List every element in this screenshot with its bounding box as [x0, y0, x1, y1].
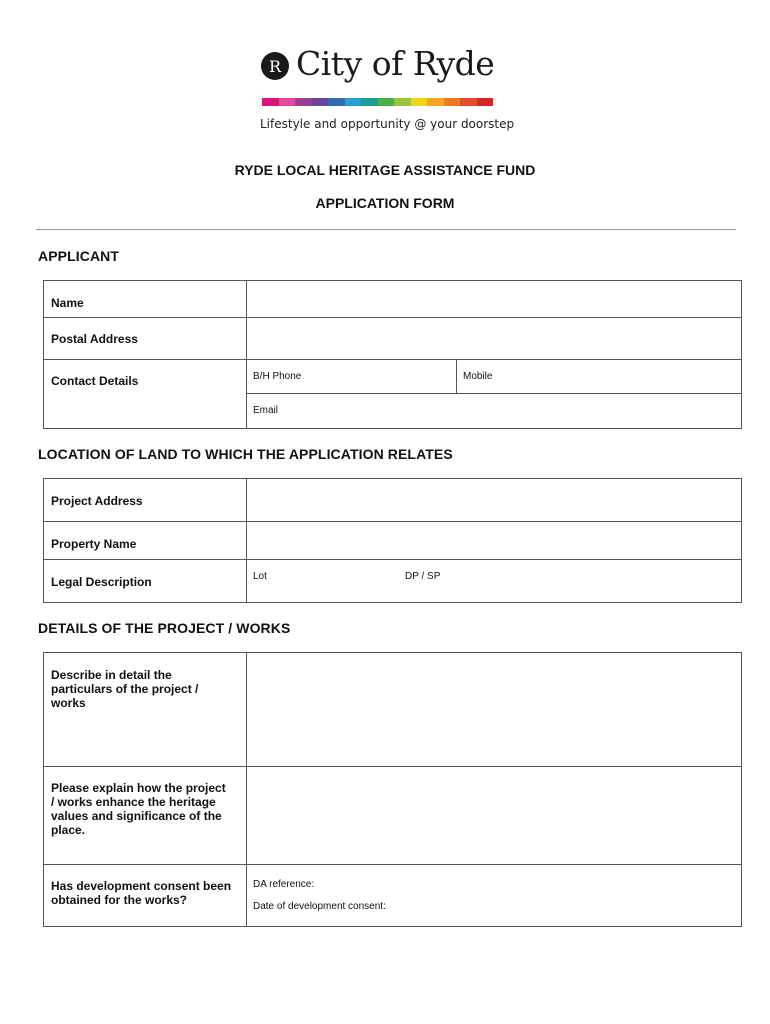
section-heading-applicant: APPLICANT — [38, 248, 120, 264]
legal-description-label: Legal Description — [51, 575, 152, 589]
bh-phone-field[interactable] — [247, 360, 456, 393]
section-heading-details: DETAILS OF THE PROJECT / WORKS — [38, 620, 291, 636]
stripe-segment — [427, 98, 444, 106]
development-consent-label: Has development consent been obtained for the works? — [51, 879, 232, 907]
describe-project-label: Describe in detail the particulars of the project / works — [51, 668, 199, 710]
stripe-segment — [262, 98, 279, 106]
lot-label: Lot — [253, 571, 267, 582]
city-logo-text: City of Ryde — [296, 44, 495, 83]
city-logo-mark: R — [261, 52, 289, 80]
heritage-values-field[interactable] — [247, 767, 741, 864]
project-address-field[interactable] — [247, 479, 741, 521]
bh-phone-label: B/H Phone — [253, 371, 302, 382]
stripe-segment — [279, 98, 296, 106]
mobile-field[interactable] — [457, 360, 741, 393]
stripe-segment — [378, 98, 395, 106]
form-subtitle: APPLICATION FORM — [315, 195, 455, 211]
property-name-label: Property Name — [51, 537, 137, 551]
stripe-segment — [328, 98, 345, 106]
stripe-segment — [295, 98, 312, 106]
applicant-table — [43, 280, 742, 429]
form-title: RYDE LOCAL HERITAGE ASSISTANCE FUND — [234, 162, 536, 178]
name-field[interactable] — [247, 281, 741, 317]
details-table — [43, 652, 742, 927]
stripe-segment — [361, 98, 378, 106]
property-name-field[interactable] — [247, 522, 741, 559]
stripe-segment — [460, 98, 477, 106]
consent-date-label: Date of development consent: — [253, 901, 386, 912]
location-table — [43, 478, 742, 603]
name-label: Name — [51, 296, 84, 310]
heritage-values-label: Please explain how the project / works enhance the heritage values and significance of the place. — [51, 781, 226, 837]
contact-details-label: Contact Details — [51, 374, 139, 388]
da-reference-label: DA reference: — [253, 879, 315, 890]
dp-sp-field[interactable] — [398, 560, 741, 602]
describe-project-field[interactable] — [247, 653, 741, 766]
stripe-segment — [411, 98, 428, 106]
stripe-segment — [345, 98, 362, 106]
development-consent-field[interactable] — [247, 865, 741, 926]
postal-address-field[interactable] — [247, 318, 741, 359]
header-divider — [36, 229, 736, 230]
project-address-label: Project Address — [51, 494, 143, 508]
postal-address-label: Postal Address — [51, 332, 138, 346]
brand-color-stripe — [262, 98, 493, 106]
stripe-segment — [477, 98, 494, 106]
stripe-segment — [312, 98, 329, 106]
mobile-label: Mobile — [463, 371, 493, 382]
stripe-segment — [394, 98, 411, 106]
tagline: Lifestyle and opportunity @ your doorstep — [260, 117, 515, 131]
email-label: Email — [253, 405, 279, 416]
stripe-segment — [444, 98, 461, 106]
email-field[interactable] — [247, 394, 741, 428]
dp-sp-label: DP / SP — [405, 571, 441, 582]
section-heading-location: LOCATION OF LAND TO WHICH THE APPLICATION RELATES — [38, 446, 453, 462]
lot-field[interactable] — [247, 560, 397, 602]
